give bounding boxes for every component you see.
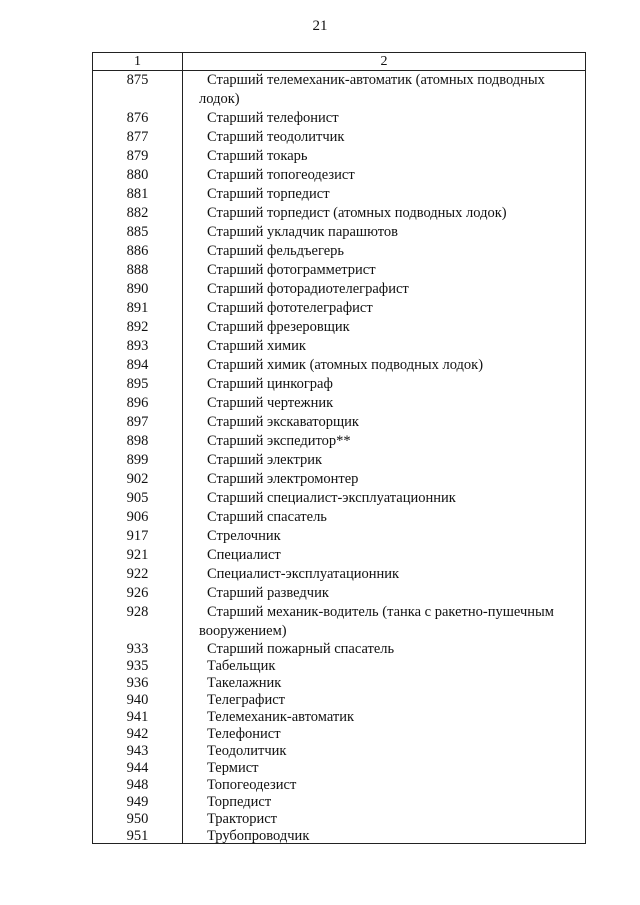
row-number: 877 xyxy=(126,129,149,145)
occupation-name xyxy=(199,603,577,641)
occupation-name xyxy=(207,223,577,242)
row-number: 894 xyxy=(126,357,149,373)
table-row xyxy=(93,242,585,261)
row-number: 885 xyxy=(126,224,149,240)
occupation-name xyxy=(207,584,577,603)
occupation-name-line: Старший электромонтер xyxy=(207,471,359,487)
table-row xyxy=(93,394,585,413)
table-row xyxy=(93,794,585,811)
occupation-name xyxy=(207,811,577,828)
table-row xyxy=(93,166,585,185)
row-number: 921 xyxy=(126,547,149,563)
occupation-name-line: Старший укладчик парашютов xyxy=(207,224,398,240)
table-row xyxy=(93,128,585,147)
table-row xyxy=(93,726,585,743)
occupation-name xyxy=(207,508,577,527)
occupation-name xyxy=(207,166,577,185)
row-number: 896 xyxy=(126,395,149,411)
table-row xyxy=(93,147,585,166)
table-row xyxy=(93,432,585,451)
occupation-name xyxy=(207,527,577,546)
occupation-name xyxy=(207,318,577,337)
row-number: 936 xyxy=(126,675,149,691)
occupation-name-line: Старший фототелеграфист xyxy=(207,300,373,316)
occupation-name xyxy=(207,337,577,356)
row-number: 895 xyxy=(126,376,149,392)
occupation-name xyxy=(207,828,577,845)
occupations-table xyxy=(92,52,586,844)
row-number: 898 xyxy=(126,433,149,449)
table-row xyxy=(93,527,585,546)
occupation-name-line: Старший фоторадиотелеграфист xyxy=(207,281,409,297)
row-number: 899 xyxy=(126,452,149,468)
occupation-name-line: Старший фрезеровщик xyxy=(207,319,350,335)
row-number: 928 xyxy=(126,604,149,620)
occupation-name-line: Термист xyxy=(207,760,259,776)
table-row xyxy=(93,299,585,318)
row-number: 897 xyxy=(126,414,149,430)
table-row xyxy=(93,223,585,242)
occupation-name-line: Старший торпедист (атомных подводных лодок) xyxy=(207,205,507,221)
occupation-name-line: Торпедист xyxy=(207,794,272,810)
row-number: 941 xyxy=(126,709,149,725)
occupation-name xyxy=(207,675,577,692)
occupation-name xyxy=(207,489,577,508)
occupation-name-line: Старший химик (атомных подводных лодок) xyxy=(207,357,484,373)
occupation-name-line: Старший торпедист xyxy=(207,186,330,202)
occupation-name xyxy=(207,356,577,375)
header-col-2: 2 xyxy=(380,54,388,69)
occupation-name-line: Старший чертежник xyxy=(207,395,334,411)
occupation-name-line: Старший химик xyxy=(207,338,306,354)
row-number: 875 xyxy=(126,72,149,88)
occupation-name-line: Трубопроводчик xyxy=(207,828,310,844)
table-row xyxy=(93,743,585,760)
row-number: 876 xyxy=(126,110,149,126)
table-row xyxy=(93,261,585,280)
occupation-name xyxy=(207,128,577,147)
occupation-name-line: Старший пожарный спасатель xyxy=(207,641,395,657)
table-row xyxy=(93,658,585,675)
occupation-name-line: Стрелочник xyxy=(207,528,281,544)
occupation-name-line: Старший телефонист xyxy=(207,110,339,126)
occupation-name xyxy=(207,726,577,743)
row-number: 879 xyxy=(126,148,149,164)
occupation-name-line: Старший цинкограф xyxy=(207,376,333,392)
occupation-name xyxy=(207,280,577,299)
occupation-name xyxy=(207,546,577,565)
row-number: 935 xyxy=(126,658,149,674)
occupation-name-line: Старший механик-водитель (танка с ракетно-пушечным xyxy=(207,604,554,620)
table-row xyxy=(93,508,585,527)
row-number: 890 xyxy=(126,281,149,297)
table-row xyxy=(93,692,585,709)
table-row xyxy=(93,413,585,432)
occupation-name xyxy=(207,394,577,413)
occupation-name-line: Старший экскаваторщик xyxy=(207,414,359,430)
table-body xyxy=(93,71,585,845)
occupation-name xyxy=(207,109,577,128)
occupation-name-line: Такелажник xyxy=(207,675,282,691)
table-row xyxy=(93,318,585,337)
occupation-name-line: Старший фельдъегерь xyxy=(207,243,345,259)
table-row xyxy=(93,109,585,128)
occupation-name-line: Топогеодезист xyxy=(207,777,297,793)
row-number: 950 xyxy=(126,811,149,827)
row-number: 906 xyxy=(126,509,149,525)
occupation-name xyxy=(207,299,577,318)
table-row xyxy=(93,603,585,641)
occupation-name-line: Телемеханик-автоматик xyxy=(207,709,355,725)
table-row xyxy=(93,185,585,204)
row-number: 881 xyxy=(126,186,149,202)
row-number: 933 xyxy=(126,641,149,657)
occupation-name xyxy=(207,451,577,470)
table-row xyxy=(93,375,585,394)
table-row xyxy=(93,470,585,489)
occupation-name-line: Старший электрик xyxy=(207,452,323,468)
occupation-name xyxy=(207,641,577,658)
row-number: 902 xyxy=(126,471,149,487)
occupation-name-line: Теодолитчик xyxy=(207,743,287,759)
row-number: 949 xyxy=(126,794,149,810)
table-row xyxy=(93,546,585,565)
table-row xyxy=(93,584,585,603)
occupation-name xyxy=(207,709,577,726)
row-number: 942 xyxy=(126,726,149,742)
row-number: 892 xyxy=(126,319,149,335)
table-row xyxy=(93,356,585,375)
occupation-name xyxy=(207,204,577,223)
table-header xyxy=(93,53,585,71)
occupation-name-line: Старший телемеханик-автоматик (атомных подводных xyxy=(207,72,545,88)
occupation-name xyxy=(207,432,577,451)
table-row xyxy=(93,489,585,508)
page-number: 21 xyxy=(312,18,328,34)
occupation-name-line: Старший спасатель xyxy=(207,509,327,525)
row-number: 948 xyxy=(126,777,149,793)
table-row xyxy=(93,828,585,845)
occupation-name xyxy=(207,147,577,166)
occupation-name-continuation: лодок) xyxy=(199,91,240,107)
row-number: 882 xyxy=(126,205,149,221)
header-col-1: 1 xyxy=(134,54,141,69)
row-number: 922 xyxy=(126,566,149,582)
occupation-name-line: Специалист-эксплуатационник xyxy=(207,566,400,582)
occupation-name-line: Старший экспедитор** xyxy=(207,433,351,449)
table-row xyxy=(93,280,585,299)
occupation-name-line: Табельщик xyxy=(207,658,276,674)
occupation-name xyxy=(207,242,577,261)
occupation-name xyxy=(207,658,577,675)
occupation-name xyxy=(207,743,577,760)
table-row xyxy=(93,760,585,777)
occupation-name-line: Старший специалист-эксплуатационник xyxy=(207,490,456,506)
table-row xyxy=(93,675,585,692)
table-row xyxy=(93,777,585,794)
table-row xyxy=(93,565,585,584)
occupation-name xyxy=(199,71,577,109)
occupation-name xyxy=(207,185,577,204)
occupation-name-line: Телеграфист xyxy=(207,692,285,708)
occupation-name-continuation: вооружением) xyxy=(199,623,287,639)
row-number: 893 xyxy=(126,338,149,354)
occupation-name-line: Старший разведчик xyxy=(207,585,329,601)
occupation-name-line: Старший топогеодезист xyxy=(207,167,355,183)
occupation-name-line: Старший теодолитчик xyxy=(207,129,345,145)
table-row xyxy=(93,71,585,109)
row-number: 926 xyxy=(126,585,149,601)
table-row xyxy=(93,709,585,726)
occupation-name xyxy=(207,413,577,432)
row-number: 944 xyxy=(126,760,149,776)
occupation-name-line: Телефонист xyxy=(207,726,281,742)
row-number: 886 xyxy=(126,243,149,259)
table-row xyxy=(93,811,585,828)
row-number: 891 xyxy=(126,300,149,316)
row-number: 943 xyxy=(126,743,149,759)
table-row xyxy=(93,641,585,658)
occupation-name xyxy=(207,760,577,777)
row-number: 888 xyxy=(126,262,149,278)
occupation-name xyxy=(207,777,577,794)
row-number: 940 xyxy=(126,692,149,708)
occupation-name-line: Тракторист xyxy=(207,811,278,827)
occupation-name xyxy=(207,470,577,489)
occupation-name-line: Старший токарь xyxy=(207,148,308,164)
occupation-name xyxy=(207,794,577,811)
occupation-name xyxy=(207,375,577,394)
occupation-name xyxy=(207,565,577,584)
occupation-name xyxy=(207,261,577,280)
row-number: 880 xyxy=(126,167,149,183)
occupation-name xyxy=(207,692,577,709)
table-row xyxy=(93,337,585,356)
table-row xyxy=(93,204,585,223)
row-number: 917 xyxy=(126,528,149,544)
occupation-name-line: Специалист xyxy=(207,547,281,563)
occupation-name-line: Старший фотограмметрист xyxy=(207,262,376,278)
table-row xyxy=(93,451,585,470)
row-number: 951 xyxy=(126,828,149,844)
row-number: 905 xyxy=(126,490,149,506)
